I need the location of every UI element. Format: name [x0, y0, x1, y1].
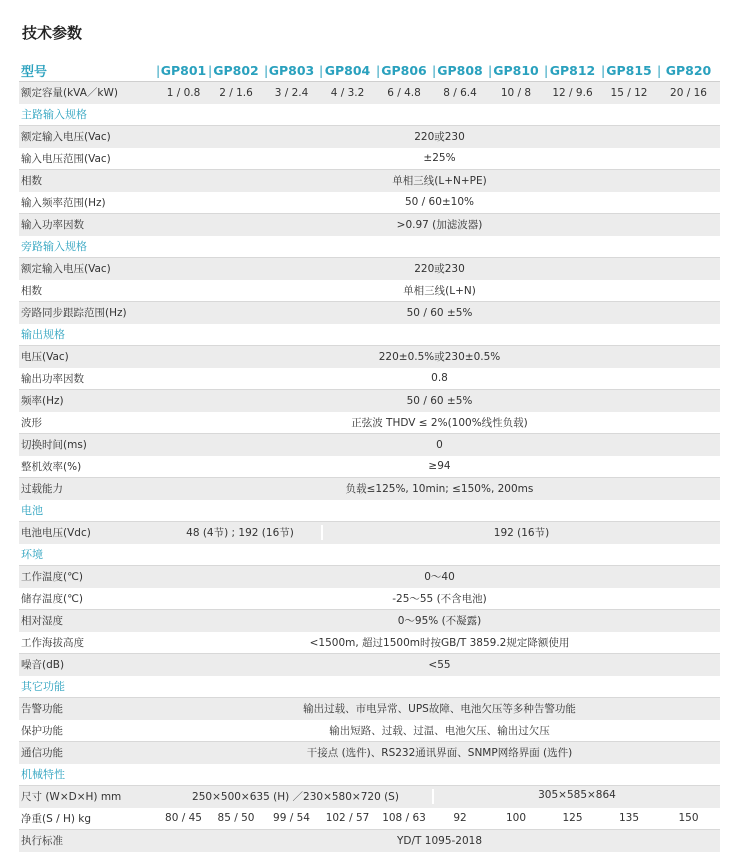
section-title: 电池	[21, 504, 43, 518]
row-label: 旁路同步跟踪范围(Hz)	[21, 307, 127, 320]
section-bypass-input	[19, 236, 720, 259]
size-value-large-models: 305×585×864	[538, 789, 616, 802]
section-mechanical	[19, 764, 720, 787]
row-value: 220或230	[414, 131, 465, 144]
row-value: 50 / 60 ±5%	[406, 394, 473, 407]
spec-row	[19, 588, 720, 611]
model-name: | GP820	[657, 63, 720, 78]
row-label: 额定输入电压(Vac)	[21, 263, 111, 276]
capacity-value: 12 / 9.6	[552, 86, 593, 99]
spec-row	[19, 126, 720, 148]
row-label: 输入功率因数	[21, 219, 84, 232]
model-name: | GP806	[376, 63, 432, 78]
capacity-value: 15 / 12	[610, 86, 648, 99]
section-output	[19, 324, 720, 347]
section-battery	[19, 500, 720, 523]
row-value: 0～40	[424, 571, 455, 584]
weight-value: 85 / 50	[217, 812, 255, 825]
row-label: 电池电压(Vdc)	[21, 527, 91, 540]
row-label: 工作海拔高度	[21, 636, 84, 649]
row-value: 单相三线(L+N+PE)	[392, 175, 487, 188]
spec-row	[19, 368, 720, 391]
row-label: 执行标准	[21, 835, 63, 848]
row-value: 单相三线(L+N)	[403, 284, 476, 297]
model-name: | GP802	[208, 63, 264, 78]
row-label: 输入频率范围(Hz)	[21, 196, 106, 209]
spec-row	[19, 346, 720, 368]
weight-value: 135	[618, 812, 640, 825]
spec-table	[19, 59, 720, 852]
row-value: 0～95% (不凝露)	[397, 615, 482, 628]
capacity-value: 8 / 6.4	[443, 86, 477, 99]
weight-value: 80 / 45	[165, 812, 202, 825]
capacity-value: 20 / 16	[670, 86, 707, 99]
model-header-cells	[159, 63, 720, 78]
row-label: 过载能力	[21, 483, 63, 496]
weight-value: 102 / 57	[325, 812, 370, 825]
capacity-value: 1 / 0.8	[166, 86, 201, 99]
weight-value: 150	[678, 812, 699, 825]
model-header-row	[19, 59, 720, 82]
row-label: 频率(Hz)	[21, 395, 64, 408]
standard-row	[19, 830, 720, 852]
row-value: >0.97 (加滤波器)	[396, 219, 483, 232]
row-value: 0.8	[431, 372, 448, 385]
row-label: 整机效率(%)	[21, 460, 82, 473]
row-value: 50 / 60 ±5%	[406, 306, 473, 319]
capacity-value: 2 / 1.6	[219, 86, 253, 99]
battery-row	[19, 522, 720, 544]
spec-row	[19, 192, 720, 215]
size-value-small-models: 250×500×635 (H) ／230×580×720 (S)	[159, 789, 434, 804]
capacity-value: 4 / 3.2	[330, 86, 365, 99]
spec-row	[19, 698, 720, 720]
weight-value: 99 / 54	[273, 812, 310, 825]
section-title: 主路输入规格	[21, 108, 87, 122]
capacity-cells	[159, 87, 720, 99]
row-label: 告警功能	[21, 703, 63, 716]
spec-row	[19, 258, 720, 280]
spec-row	[19, 280, 720, 303]
row-value: ±25%	[423, 152, 456, 165]
model-name: | GP803	[264, 63, 319, 78]
row-label: 相数	[21, 284, 42, 297]
battery-value-large-models: 192 (16节)	[493, 527, 550, 540]
row-value: 220或230	[414, 263, 465, 276]
row-label: 储存温度(℃)	[21, 592, 83, 605]
section-other-functions	[19, 676, 720, 699]
section-title: 机械特性	[21, 768, 65, 782]
spec-row	[19, 566, 720, 588]
row-label: 噪音(dB)	[21, 659, 65, 672]
section-title: 旁路输入规格	[21, 240, 87, 254]
row-label: 保护功能	[21, 724, 63, 737]
model-name: | GP808	[432, 63, 488, 78]
spec-row	[19, 632, 720, 655]
section-environment	[19, 544, 720, 567]
row-label: 波形	[21, 416, 42, 429]
section-title: 其它功能	[21, 680, 65, 694]
row-label: 相数	[21, 175, 42, 188]
row-value: 正弦波 THDV ≤ 2%(100%线性负载)	[351, 416, 528, 429]
section-main-input	[19, 104, 720, 127]
spec-row	[19, 412, 720, 435]
spec-row	[19, 214, 720, 236]
weight-value: 125	[562, 812, 583, 825]
row-value: 输出过载、市电异常、UPS故障、电池欠压等多种告警功能	[303, 703, 576, 716]
row-label: 工作温度(℃)	[21, 571, 83, 584]
model-name: | GP815	[601, 63, 657, 78]
row-value: <55	[428, 658, 451, 671]
spec-row	[19, 478, 720, 500]
section-title: 输出规格	[21, 328, 65, 342]
row-label: 输出功率因数	[21, 372, 84, 385]
spec-row	[19, 720, 720, 743]
row-value: ≥94	[428, 460, 451, 473]
model-name: | GP812	[544, 63, 601, 78]
row-label: 相对湿度	[21, 615, 63, 628]
spec-row	[19, 434, 720, 456]
spec-row	[19, 170, 720, 192]
weight-row	[19, 808, 720, 831]
battery-value-small-models: 48 (4节) ; 192 (16节)	[159, 525, 323, 540]
spec-row	[19, 456, 720, 479]
battery-cells	[159, 525, 720, 540]
capacity-value: 3 / 2.4	[274, 86, 309, 99]
spec-row	[19, 654, 720, 676]
spec-row	[19, 148, 720, 171]
weight-cells	[159, 812, 720, 824]
row-value: <1500m, 超过1500m时按GB/T 3859.2规定降额使用	[309, 636, 570, 649]
row-label: 电压(Vac)	[21, 351, 69, 364]
model-name: | GP801	[159, 63, 208, 78]
size-row	[19, 786, 720, 808]
row-label: 输入电压范围(Vac)	[21, 152, 111, 165]
weight-value: 108 / 63	[382, 812, 426, 825]
capacity-row	[19, 82, 720, 104]
weight-value: 100	[505, 812, 527, 825]
spec-row	[19, 390, 720, 412]
row-value: YD/T 1095-2018	[396, 834, 483, 847]
model-name: | GP810	[488, 63, 544, 78]
row-value: -25～55 (不含电池)	[392, 592, 487, 605]
row-value: 220±0.5%或230±0.5%	[378, 351, 501, 364]
row-label: 尺寸 (W×D×H) mm	[21, 791, 122, 804]
spec-row	[19, 610, 720, 632]
size-cells	[159, 789, 720, 804]
capacity-value: 10 / 8	[500, 86, 532, 99]
row-label: 额定容量(kVA／kW)	[21, 87, 118, 100]
row-value: 0	[436, 438, 443, 451]
spec-row	[19, 302, 720, 324]
row-label: 通信功能	[21, 747, 63, 760]
section-title: 环境	[21, 548, 43, 562]
capacity-value: 6 / 4.8	[387, 86, 421, 99]
row-value: 输出短路、过载、过温、电池欠压、输出过欠压	[329, 724, 550, 737]
row-value: 50 / 60±10%	[404, 196, 475, 209]
row-label: 净重(S / H) kg	[21, 812, 92, 825]
page-title: 技术参数	[22, 24, 83, 42]
weight-value: 92	[453, 812, 467, 825]
model-header-label: 型号	[21, 64, 48, 80]
model-name: | GP804	[319, 63, 376, 78]
row-value: 负载≤125%, 10min; ≤150%, 200ms	[345, 483, 534, 496]
row-label: 切换时间(ms)	[21, 439, 87, 452]
spec-row	[19, 742, 720, 764]
row-value: 干接点 (选件)、RS232通讯界面、SNMP网络界面 (选件)	[306, 747, 573, 760]
row-label: 额定输入电压(Vac)	[21, 131, 111, 144]
